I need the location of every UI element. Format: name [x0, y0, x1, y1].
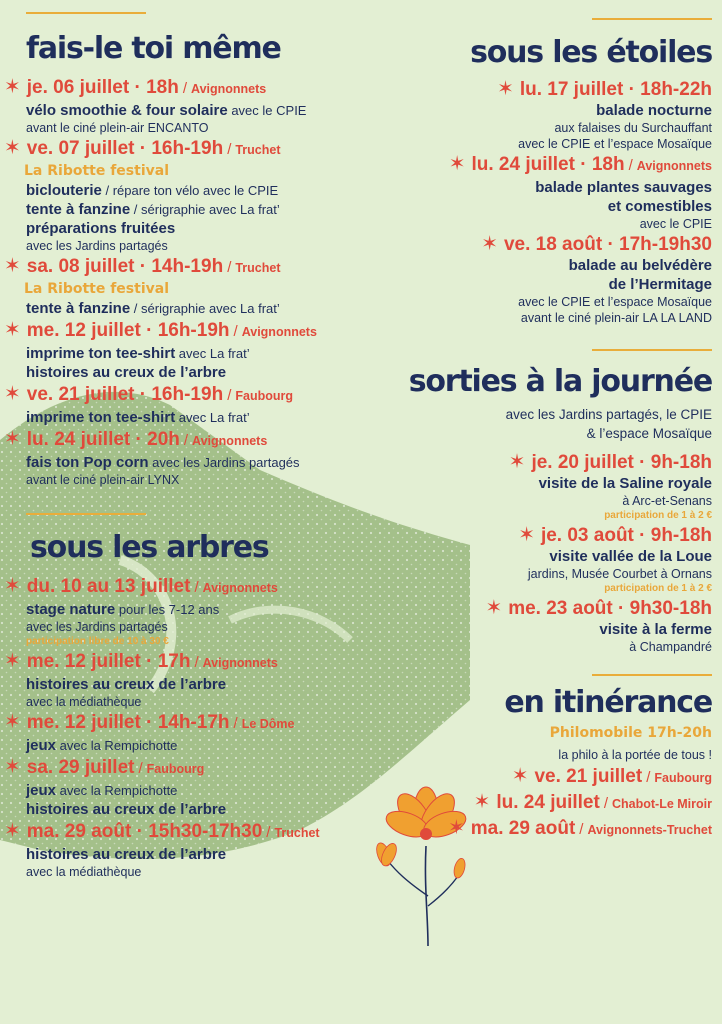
- section-title-etoiles: sous les étoiles: [470, 35, 712, 70]
- event-list-arbres: [4, 575, 364, 880]
- event-activity: stage nature: [26, 601, 116, 618]
- event-title: [4, 600, 364, 619]
- event-item: [362, 153, 712, 232]
- festival-label: La Ribotte festival: [24, 163, 169, 179]
- star-icon: ✶: [4, 650, 21, 672]
- event-place: Avignonnets: [241, 325, 317, 339]
- event-place: Truchet: [274, 826, 320, 840]
- section-title-itinerance: en itinérance: [504, 685, 712, 720]
- star-icon: ✶: [448, 153, 466, 175]
- event-partner: / sérigraphie avec La frat’: [130, 301, 280, 316]
- event-list-itinerance: [362, 765, 712, 842]
- separator: /: [227, 387, 232, 404]
- event-detail: aux falaises du Surchauffant: [554, 121, 712, 135]
- separator: /: [227, 141, 232, 158]
- event-date-line: [362, 817, 712, 842]
- section-intro: & l’espace Mosaïque: [586, 426, 712, 441]
- event-activity: imprime ton tee-shirt: [26, 409, 176, 426]
- event-detail: à Arc-et-Senans: [622, 494, 712, 508]
- separator: /: [266, 824, 271, 841]
- event-date: me. 23 août · 9h30-18h: [508, 598, 712, 619]
- event-date: je. 06 juillet · 18h: [26, 77, 179, 98]
- event-title: [362, 101, 712, 120]
- event-place: Le Dôme: [241, 717, 295, 731]
- event-date-line: [4, 820, 364, 845]
- separator: /: [182, 80, 187, 97]
- event-date: me. 12 juillet · 14h-17h: [26, 712, 230, 733]
- event-list-fais: [4, 76, 364, 488]
- separator: /: [138, 760, 143, 777]
- event-title: [4, 299, 364, 318]
- event-place: Avignonnets-Truchet: [587, 823, 712, 837]
- event-title: [4, 453, 364, 472]
- event-title: [4, 181, 364, 200]
- price-note: participation de 1 à 2 €: [604, 510, 712, 521]
- star-icon: ✶: [511, 765, 529, 787]
- event-date: sa. 29 juillet: [26, 757, 135, 778]
- star-icon: ✶: [4, 820, 21, 842]
- event-activity: et comestibles: [607, 198, 712, 215]
- event-date-line: [4, 137, 364, 162]
- event-date: me. 12 juillet · 16h-19h: [26, 320, 230, 341]
- event-detail: avant le ciné plein-air ENCANTO: [26, 121, 209, 135]
- separator: /: [646, 769, 651, 786]
- event-detail: jardins, Musée Courbet à Ornans: [527, 567, 712, 581]
- event-detail: à Champandré: [629, 640, 712, 654]
- separator: /: [628, 157, 633, 174]
- event-place: Truchet: [235, 261, 281, 275]
- event-date: je. 20 juillet · 9h-18h: [531, 452, 712, 473]
- event-date-line: [4, 319, 364, 344]
- event-title: [4, 344, 364, 363]
- event-detail: avec le CPIE: [639, 217, 712, 231]
- event-title: [362, 197, 712, 216]
- event-place: Avignonnets: [202, 581, 278, 595]
- star-icon: ✶: [4, 575, 21, 597]
- event-date: ma. 29 août: [470, 818, 576, 839]
- event-item: [4, 575, 364, 649]
- event-title: [4, 845, 364, 864]
- event-item: [362, 597, 712, 655]
- event-date: du. 10 au 13 juillet: [26, 576, 191, 597]
- event-activity: histoires au creux de l’arbre: [26, 801, 227, 818]
- section-intro: la philo à la portée de tous !: [558, 748, 712, 762]
- event-title: [362, 256, 712, 275]
- left-column: [4, 12, 364, 881]
- event-date: sa. 08 juillet · 14h-19h: [26, 256, 224, 277]
- event-detail: avec le CPIE et l’espace Mosaïque: [518, 295, 712, 309]
- event-item: [4, 650, 364, 710]
- star-icon: ✶: [497, 78, 514, 100]
- event-detail: avec le CPIE et l’espace Mosaïque: [518, 137, 712, 151]
- event-place: Faubourg: [146, 762, 205, 776]
- separator: /: [233, 715, 238, 732]
- event-partner: avec les Jardins partagés: [148, 455, 300, 470]
- event-activity: tente à fanzine: [26, 201, 131, 218]
- event-date: lu. 24 juillet · 20h: [26, 429, 180, 450]
- star-icon: ✶: [4, 711, 21, 733]
- separator: /: [183, 432, 189, 449]
- star-icon: ✶: [4, 76, 21, 98]
- event-title: [362, 275, 712, 294]
- section-title-arbres: sous les arbres: [30, 530, 269, 565]
- event-date-line: [4, 711, 364, 736]
- event-activity: vélo smoothie & four solaire: [26, 102, 228, 119]
- star-icon: ✶: [4, 428, 21, 450]
- section-title-journee: sorties à la journée: [408, 364, 712, 399]
- event-item: [4, 428, 364, 488]
- event-date: ve. 21 juillet · 16h-19h: [26, 384, 224, 405]
- event-title: [362, 178, 712, 197]
- event-activity: de l’Hermitage: [608, 276, 712, 293]
- event-item: [4, 255, 364, 318]
- event-activity: histoires au creux de l’arbre: [26, 676, 227, 693]
- event-item: [362, 791, 712, 816]
- star-icon: ✶: [4, 255, 21, 277]
- event-date-line: [362, 791, 712, 816]
- star-icon: ✶: [4, 756, 21, 778]
- star-icon: ✶: [4, 137, 21, 159]
- event-item: [362, 451, 712, 523]
- event-activity: imprime ton tee-shirt: [26, 345, 176, 362]
- event-title: [4, 101, 364, 120]
- event-date-line: [362, 524, 712, 547]
- event-title: [4, 408, 364, 427]
- event-place: Faubourg: [654, 771, 712, 785]
- event-date: ma. 29 août · 15h30-17h30: [26, 821, 263, 842]
- event-item: [4, 820, 364, 880]
- star-icon: ✶: [485, 597, 503, 619]
- star-icon: ✶: [447, 817, 465, 839]
- event-activity: jeux: [26, 782, 57, 799]
- event-partner: / sérigraphie avec La frat’: [130, 202, 280, 217]
- event-title: [362, 474, 712, 493]
- event-detail: avec les Jardins partagés: [26, 620, 168, 634]
- event-activity: visite à la ferme: [599, 621, 712, 638]
- event-partner: avec la Rempichotte: [56, 738, 178, 753]
- event-date: ve. 21 juillet: [534, 766, 643, 787]
- event-item: [362, 233, 712, 326]
- event-activity: fais ton Pop corn: [26, 454, 149, 471]
- event-title: [4, 200, 364, 219]
- event-detail: avec la médiathèque: [26, 865, 142, 879]
- right-column: [362, 18, 712, 843]
- star-icon: ✶: [4, 319, 21, 341]
- festival-label: La Ribotte festival: [24, 281, 169, 297]
- event-title: [4, 781, 364, 800]
- event-date-line: [4, 76, 364, 101]
- price-note: participation libre de 10 à 30 €: [26, 636, 169, 647]
- event-activity: balade au belvédère: [568, 257, 712, 274]
- event-item: [4, 319, 364, 382]
- event-item: [362, 78, 712, 152]
- event-activity: visite vallée de la Loue: [549, 548, 712, 565]
- event-item: [362, 765, 712, 790]
- event-date-line: [4, 756, 364, 781]
- star-icon: ✶: [473, 791, 491, 813]
- price-note: participation de 1 à 2 €: [604, 583, 712, 594]
- event-date-line: [4, 383, 364, 408]
- event-item: [4, 756, 364, 819]
- star-icon: ✶: [481, 233, 498, 255]
- event-item: [362, 817, 712, 842]
- separator: /: [603, 795, 608, 812]
- event-place: Truchet: [235, 143, 281, 157]
- separator: /: [227, 259, 232, 276]
- event-partner: pour les 7-12 ans: [115, 602, 220, 617]
- event-activity: préparations fruitées: [26, 220, 176, 237]
- event-title: [362, 547, 712, 566]
- event-partner: avec La frat’: [175, 410, 250, 425]
- event-date-line: [362, 597, 712, 620]
- event-item: [4, 383, 364, 427]
- event-item: [4, 76, 364, 136]
- event-detail: avant le ciné plein-air LYNX: [26, 473, 180, 487]
- event-title: [4, 363, 364, 382]
- event-date-line: [362, 233, 712, 256]
- event-activity: balade plantes sauvages: [535, 179, 712, 196]
- event-title: [4, 736, 364, 755]
- event-date-line: [362, 765, 712, 790]
- event-place: Avignonnets: [636, 159, 712, 173]
- event-partner: avec La frat’: [175, 346, 250, 361]
- event-item: [4, 711, 364, 755]
- event-detail: avant le ciné plein-air LA LA LAND: [520, 311, 712, 325]
- event-place: Chabot-Le Miroir: [612, 797, 712, 811]
- event-activity: histoires au creux de l’arbre: [26, 846, 227, 863]
- separator: /: [579, 821, 584, 838]
- separator: /: [194, 654, 199, 671]
- event-date-line: [4, 650, 364, 675]
- event-activity: visite de la Saline royale: [538, 475, 712, 492]
- event-partner: / répare ton vélo avec le CPIE: [101, 183, 279, 198]
- event-date: me. 12 juillet · 17h: [26, 651, 191, 672]
- section-title-fais: fais-le toi même: [26, 31, 281, 66]
- event-item: [4, 137, 364, 254]
- event-activity: balade nocturne: [596, 102, 712, 119]
- event-title: [4, 219, 364, 238]
- star-icon: ✶: [508, 451, 526, 473]
- event-detail: avec la médiathèque: [26, 695, 142, 709]
- event-date: lu. 24 juillet: [496, 792, 600, 813]
- event-activity: histoires au creux de l’arbre: [26, 364, 227, 381]
- event-list-journee: [362, 451, 712, 655]
- event-date-line: [4, 575, 364, 600]
- event-date: je. 03 août · 9h-18h: [540, 525, 712, 546]
- separator: /: [194, 579, 199, 596]
- event-title: [4, 800, 364, 819]
- event-date: lu. 24 juillet · 18h: [471, 154, 625, 175]
- separator: /: [233, 323, 238, 340]
- event-item: [362, 524, 712, 596]
- event-partner: avec le CPIE: [227, 103, 307, 118]
- event-activity: tente à fanzine: [26, 300, 131, 317]
- event-date-line: [362, 153, 712, 178]
- star-icon: ✶: [518, 524, 535, 546]
- event-list-etoiles: [362, 78, 712, 326]
- event-place: Avignonnets: [202, 656, 278, 670]
- event-date-line: [362, 78, 712, 101]
- section-intro: avec les Jardins partagés, le CPIE: [505, 407, 712, 422]
- event-partner: avec la Rempichotte: [56, 783, 178, 798]
- event-date: ve. 07 juillet · 16h-19h: [26, 138, 224, 159]
- event-place: Avignonnets: [191, 82, 267, 96]
- event-detail: avec les Jardins partagés: [26, 239, 168, 253]
- event-date-line: [4, 428, 364, 453]
- event-title: [362, 620, 712, 639]
- event-activity: jeux: [26, 737, 57, 754]
- event-date-line: [362, 451, 712, 474]
- event-date: lu. 17 juillet · 18h-22h: [519, 79, 712, 100]
- event-activity: biclouterie: [26, 182, 102, 199]
- event-date-line: [4, 255, 364, 280]
- event-date: ve. 18 août · 17h-19h30: [503, 234, 712, 255]
- event-place: Avignonnets: [192, 434, 268, 448]
- event-title: [4, 675, 364, 694]
- festival-label: Philomobile 17h-20h: [549, 725, 712, 741]
- star-icon: ✶: [4, 383, 21, 405]
- event-place: Faubourg: [235, 389, 293, 403]
